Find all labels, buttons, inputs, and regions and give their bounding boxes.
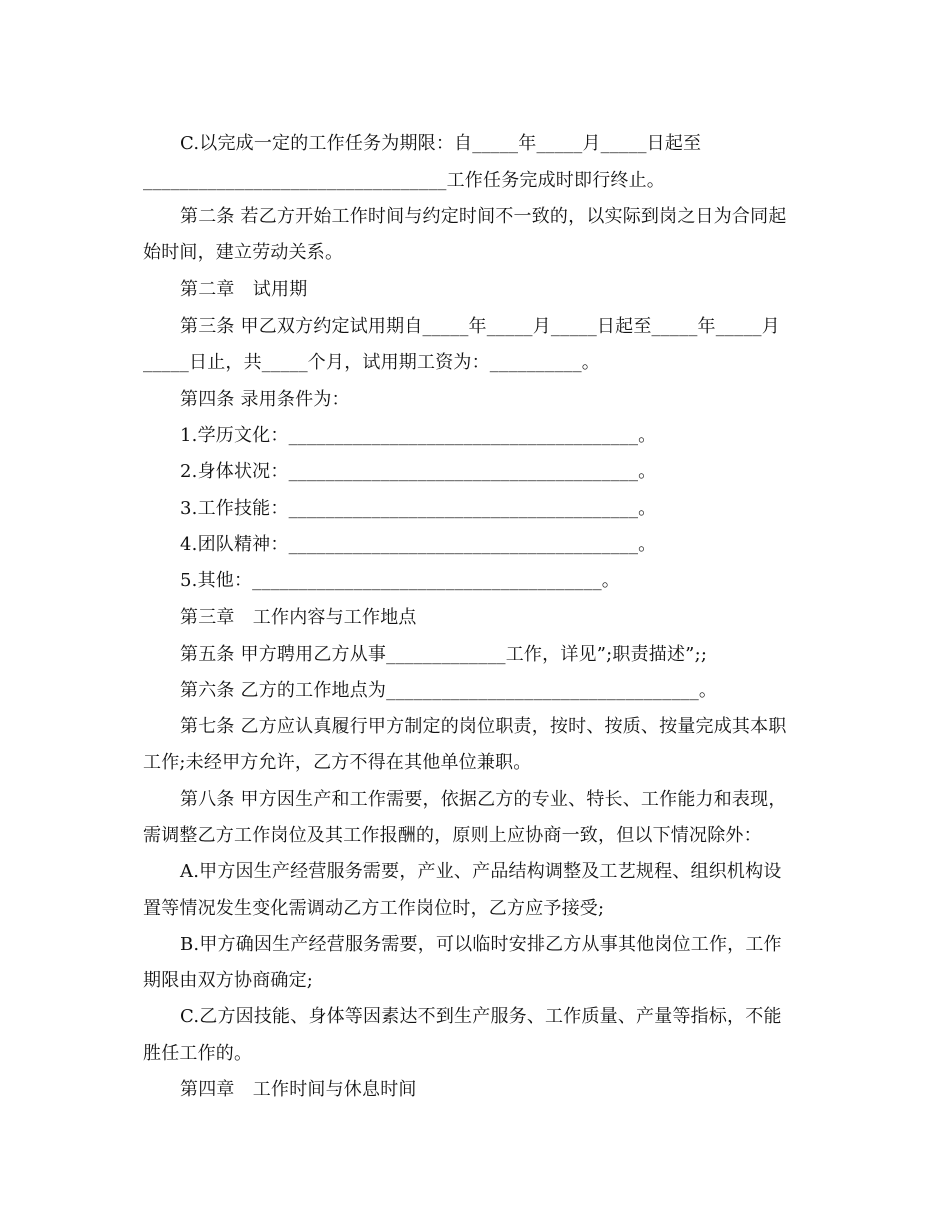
article-8-line: 第八条 甲方因生产和工作需要，依据乙方的专业、特长、工作能力和表现， <box>180 789 787 810</box>
exception-line: B.甲方确因生产经营服务需要，可以临时安排乙方从事其他岗位工作，工作 <box>180 934 782 955</box>
condition-line: 1.学历文化：______________________________________。 <box>180 425 657 446</box>
exception-line: A.甲方因生产经营服务需要，产业、产品结构调整及工艺规程、组织机构设 <box>180 861 782 882</box>
exception-line: 期限由双方协商确定; <box>143 970 314 991</box>
exception-line: 置等情况发生变化需调动乙方工作岗位时，乙方应予接受; <box>143 898 605 919</box>
article-6-line: 第六条 乙方的工作地点为__________________________________。 <box>180 680 718 701</box>
exception-line: 胜任工作的。 <box>143 1043 253 1064</box>
clause-line: _________________________________工作任务完成时即行终止。 <box>143 170 665 191</box>
article-5-line: 第五条 甲方聘用乙方从事_____________工作，详见”;职责描述”;; <box>180 644 708 665</box>
condition-line: 3.工作技能：______________________________________。 <box>180 498 657 519</box>
article-3-line: 第三条 甲乙双方约定试用期自_____年_____月_____日起至_____年_____月 <box>180 316 780 337</box>
condition-line: 2.身体状况：______________________________________。 <box>180 461 657 482</box>
article-2-line: 第二条 若乙方开始工作时间与约定时间不一致的，以实际到岗之日为合同起 <box>180 206 787 227</box>
exception-line: C.乙方因技能、身体等因素达不到生产服务、工作质量、产量等指标，不能 <box>180 1006 782 1027</box>
clause-line: C.以完成一定的工作任务为期限：自_____年_____月_____日起至 <box>180 133 702 154</box>
article-7-line: 第七条 乙方应认真履行甲方制定的岗位职责，按时、按质、按量完成其本职 <box>180 716 787 737</box>
article-3-line: _____日止，共_____个月，试用期工资为：__________。 <box>143 352 600 373</box>
condition-line: 4.团队精神：______________________________________。 <box>180 534 657 555</box>
chapter-heading: 第三章 工作内容与工作地点 <box>180 607 417 628</box>
article-7-line: 工作;未经甲方允许，乙方不得在其他单位兼职。 <box>143 752 532 773</box>
chapter-heading: 第四章 工作时间与休息时间 <box>180 1079 417 1100</box>
article-8-line: 需调整乙方工作岗位及其工作报酬的，原则上应协商一致，但以下情况除外： <box>143 825 762 846</box>
article-4-line: 第四条 录用条件为： <box>180 389 350 410</box>
condition-line: 5.其他：______________________________________。 <box>180 570 620 591</box>
article-2-line: 始时间，建立劳动关系。 <box>143 242 344 263</box>
chapter-heading: 第二章 试用期 <box>180 279 308 300</box>
